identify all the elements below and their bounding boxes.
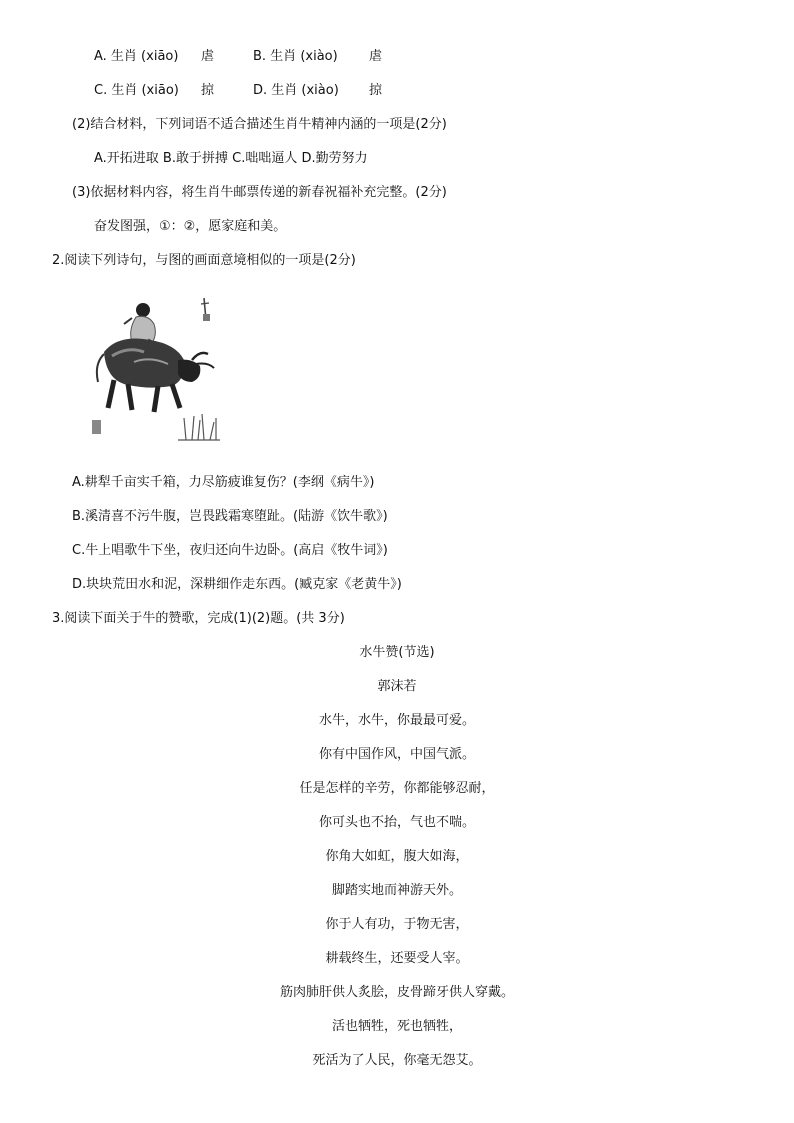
q1-option-b-label: B. 生肖 (xiào) [253, 49, 338, 64]
q1-sub3-stem: (3)依据材料内容，将生肖牛邮票传递的新春祝福补充完整。(2分) [72, 185, 447, 200]
ox-leg [108, 380, 114, 408]
poem-line: 活也牺牲，死也牺牲， [331, 1019, 462, 1034]
q2-option-d: D.块块荒田水和泥，深耕细作走东西。(臧克家《老黄牛》) [72, 577, 402, 592]
poem-line: 死活为了人民，你毫无怨艾。 [312, 1053, 482, 1068]
poem-line: 你有中国作风，中国气派。 [318, 747, 475, 762]
poem-line: 你角大如虹，腹大如海， [325, 849, 469, 864]
q1-option-d-label: D. 生肖 (xiào) [253, 83, 339, 98]
q1-sub2-options: A.开拓进取 B.敢于拼搏 C.咄咄逼人 D.勤劳努力 [94, 151, 368, 166]
q2-option-a: A.耕犁千亩实千箱，力尽筋疲谁复伤？(李纲《病牛》) [72, 475, 375, 490]
poem-title: 水牛赞(节选) [359, 645, 435, 660]
poem-author: 郭沫若 [377, 679, 417, 694]
poem-line: 你可头也不抬，气也不喘。 [318, 815, 475, 830]
q2-stem: 2.阅读下列诗句，与图的画面意境相似的一项是(2分) [52, 253, 356, 268]
poem-line: 水牛，水牛，你最最可爱。 [318, 713, 475, 728]
q2-option-b: B.溪清喜不污牛腹，岂畏践霜寒堕趾。(陆游《饮牛歌》) [72, 509, 388, 524]
grass [178, 414, 220, 440]
q1-sub3-blank-line: 奋发图强，①：②，愿家庭和美。 [94, 219, 287, 234]
poem-line: 你于人有功，于物无害， [325, 917, 469, 932]
q1-option-d-word: 掠 [369, 83, 383, 98]
ox-horn [192, 353, 208, 360]
flute [124, 318, 132, 324]
seal-stamp [92, 420, 101, 434]
poem-line: 任是怎样的辛劳，你都能够忍耐， [299, 781, 495, 796]
ox-herd-boy-painting [88, 290, 228, 450]
poem-line: 脚踏实地而神游天外。 [331, 883, 462, 898]
ox-body [104, 339, 184, 388]
q1-option-b-word: 虐 [369, 49, 383, 64]
q1-option-a-word: 虐 [201, 49, 215, 64]
q2-option-c: C.牛上唱歌牛下坐，夜归还向牛边卧。(高启《牧牛词》) [72, 543, 388, 558]
q1-option-c-label: C. 生肖 (xiāo) [94, 83, 179, 98]
poem-line: 耕载终生，还要受人宰。 [325, 951, 469, 966]
q1-option-c-word: 掠 [201, 83, 215, 98]
q1-sub2-stem: (2)结合材料，下列词语不适合描述生肖牛精神内涵的一项是(2分) [72, 117, 447, 132]
q1-option-a-label: A. 生肖 (xiāo) [94, 49, 179, 64]
inscription-mark [201, 298, 210, 321]
q3-stem: 3.阅读下面关于牛的赞歌，完成(1)(2)题。(共 3分) [52, 611, 345, 626]
boy-head [136, 303, 150, 317]
poem-line: 筋肉肺肝供人炙脍，皮骨蹄牙供人穿戴。 [279, 985, 514, 1000]
